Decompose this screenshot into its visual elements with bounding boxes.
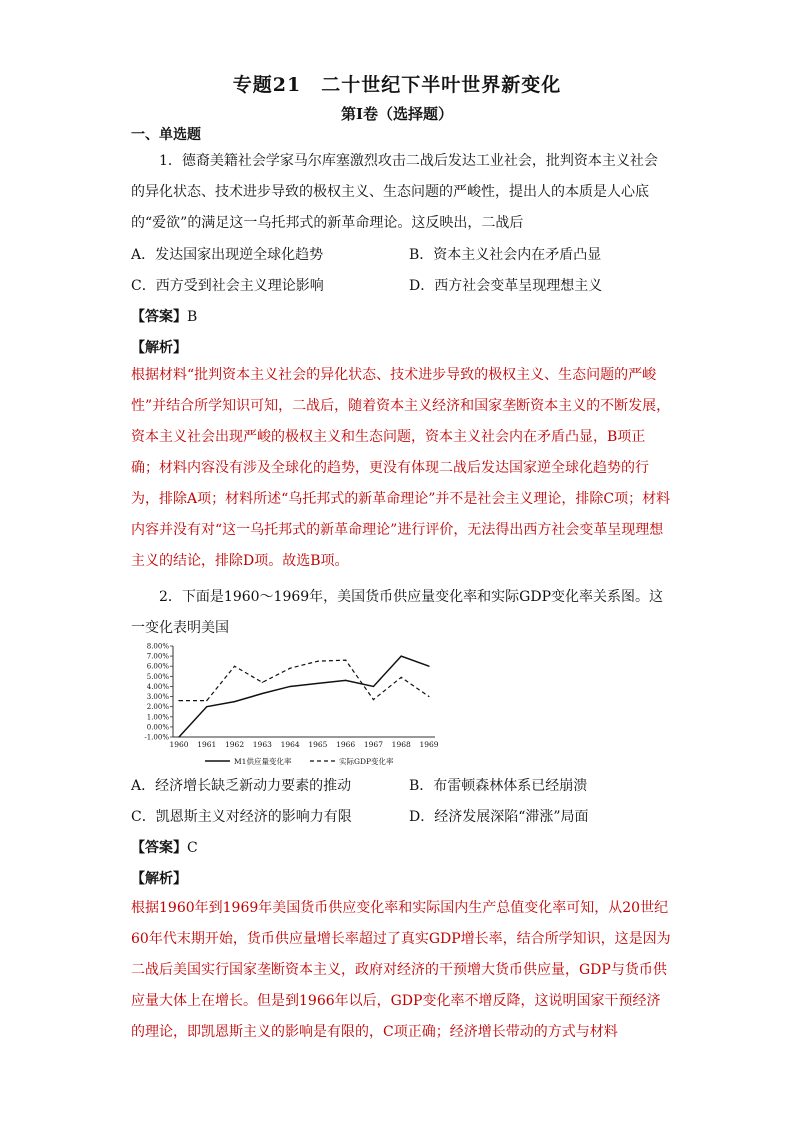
q1-option-b: B．资本主义社会内在矛盾凸显: [409, 247, 602, 263]
data-point: [428, 696, 429, 697]
legend-label-2: 实际GDP变化率: [339, 757, 394, 766]
q2-option-a: A．经济增长缺乏新动力要素的推动: [131, 778, 352, 794]
q1-analysis: 根据材料“批判资本主义社会的异化状态、技术进步导致的极权主义、生态问题的严峻性”并结合所学知识可知，二战后，随着资本主义经济和国家垄断资本主义的不断发展，资本主义社会出现严峻的极权主义和生态问题，资本主义社会内在矛盾凸显，B项正确；材料内容没有涉及全球化的趋势，更没有体现二战后发达国家逆全球化趋势的行为，排除A项；材料所述“乌托邦式的新革命理论”并不是社会主义理论，排除C项；材料内容并没有对“这一乌托邦式的新革命理论”进行评价，无法得出西方社会变革呈现理想主义的结论，排除D项。故选B项。: [131, 367, 671, 569]
y-tick-label: 0.00%: [146, 723, 169, 732]
q1-option-d: D．西方社会变革呈现理想主义: [409, 278, 603, 294]
question-1-stem: 1．德裔美籍社会学家马尔库塞激烈攻击二战后发达工业社会，批判资本主义社会的异化状态、技术进步导致的极权主义、生态问题的严峻性，提出人的本质是人心底的“爱欲”的满足这一乌托邦式的新革命理论。这反映出，二战后: [131, 153, 658, 231]
q2-option-c: C．凯恩斯主义对经济的影响力有限: [131, 809, 352, 825]
q2-answer: [131, 837, 198, 857]
y-tick-label: 2.00%: [146, 703, 169, 712]
data-point: [178, 736, 179, 737]
y-tick-label: 4.00%: [146, 682, 169, 691]
q2-option-b: B．布雷顿森林体系已经崩溃: [409, 778, 588, 794]
q2-answer-value: C: [187, 840, 198, 856]
x-tick-label: 1967: [363, 740, 383, 749]
x-tick-label: 1960: [169, 740, 189, 749]
series-line-1: [179, 656, 429, 737]
q1-option-c: C．西方受到社会主义理论影响: [131, 278, 324, 294]
y-tick-label: 3.00%: [146, 693, 169, 702]
data-point: [290, 668, 291, 669]
chart-svg: [135, 640, 445, 775]
volume-subtitle: 第Ⅰ卷（选择题）: [340, 105, 454, 123]
x-tick-label: 1969: [419, 740, 439, 749]
x-tick-label: 1966: [336, 740, 356, 749]
legend-label-1: M1供应量变化率: [234, 757, 292, 766]
data-point: [317, 683, 318, 684]
q1-option-a: A．发达国家出现逆全球化趋势: [131, 247, 324, 263]
data-point: [401, 656, 402, 657]
data-point: [206, 700, 207, 701]
x-tick-label: 1962: [225, 740, 245, 749]
x-tick-label: 1961: [197, 740, 217, 749]
q1-answer-label: 【答案】: [131, 309, 187, 325]
data-point: [262, 682, 263, 683]
data-point: [401, 677, 402, 678]
data-point: [345, 660, 346, 661]
data-point: [290, 686, 291, 687]
x-tick-label: 1963: [252, 740, 272, 749]
data-point: [234, 666, 235, 667]
q1-answer-value: B: [187, 309, 198, 325]
data-point: [206, 706, 207, 707]
q2-analysis: 根据1960年到1969年美国货币供应变化率和实际国内生产总值变化率可知，从20世纪60年代末期开始，货币供应量增长率超过了真实GDP增长率，结合所学知识，这是因为二战后美国实行国家垄断资本主义，政府对经济的干预增大货币供应量，GDP与货币供应量大体上在增长。但是到1966年以后，GDP变化率不增反降，这说明国家干预经济的理论，即凯恩斯主义的影响是有限的，C项正确；经济增长带动的方式与材料: [131, 900, 671, 1040]
y-tick-label: 8.00%: [146, 642, 169, 651]
q1-answer: [131, 306, 197, 326]
data-point: [262, 693, 263, 694]
question-2-stem: 2．下面是1960～1969年，美国货币供应量变化率和实际GDP变化率关系图。这一变化表明美国: [131, 589, 663, 636]
q2-option-d: D．经济发展深陷“滞涨”局面: [409, 809, 589, 825]
page-title: 专题21 二十世纪下半叶世界新变化: [232, 74, 562, 96]
q2-analysis-label: 【解析】: [131, 871, 187, 887]
q2-answer-label: 【答案】: [131, 840, 187, 856]
x-tick-label: 1965: [308, 740, 328, 749]
q1-analysis-label: 【解析】: [131, 340, 187, 356]
section-heading: 一、单选题: [131, 127, 201, 143]
data-point: [373, 699, 374, 700]
data-point: [317, 661, 318, 662]
data-point: [234, 701, 235, 702]
y-tick-label: 1.00%: [146, 713, 169, 722]
x-tick-label: 1964: [280, 740, 300, 749]
data-point: [373, 686, 374, 687]
y-tick-label: 7.00%: [146, 652, 169, 661]
y-tick-label: 5.00%: [146, 672, 169, 681]
data-point: [428, 666, 429, 667]
data-point: [345, 680, 346, 681]
y-tick-label: 6.00%: [146, 662, 169, 671]
y-tick-label: -1.00%: [144, 733, 169, 742]
money-gdp-chart: [135, 640, 445, 775]
data-point: [178, 700, 179, 701]
x-tick-label: 1968: [391, 740, 411, 749]
